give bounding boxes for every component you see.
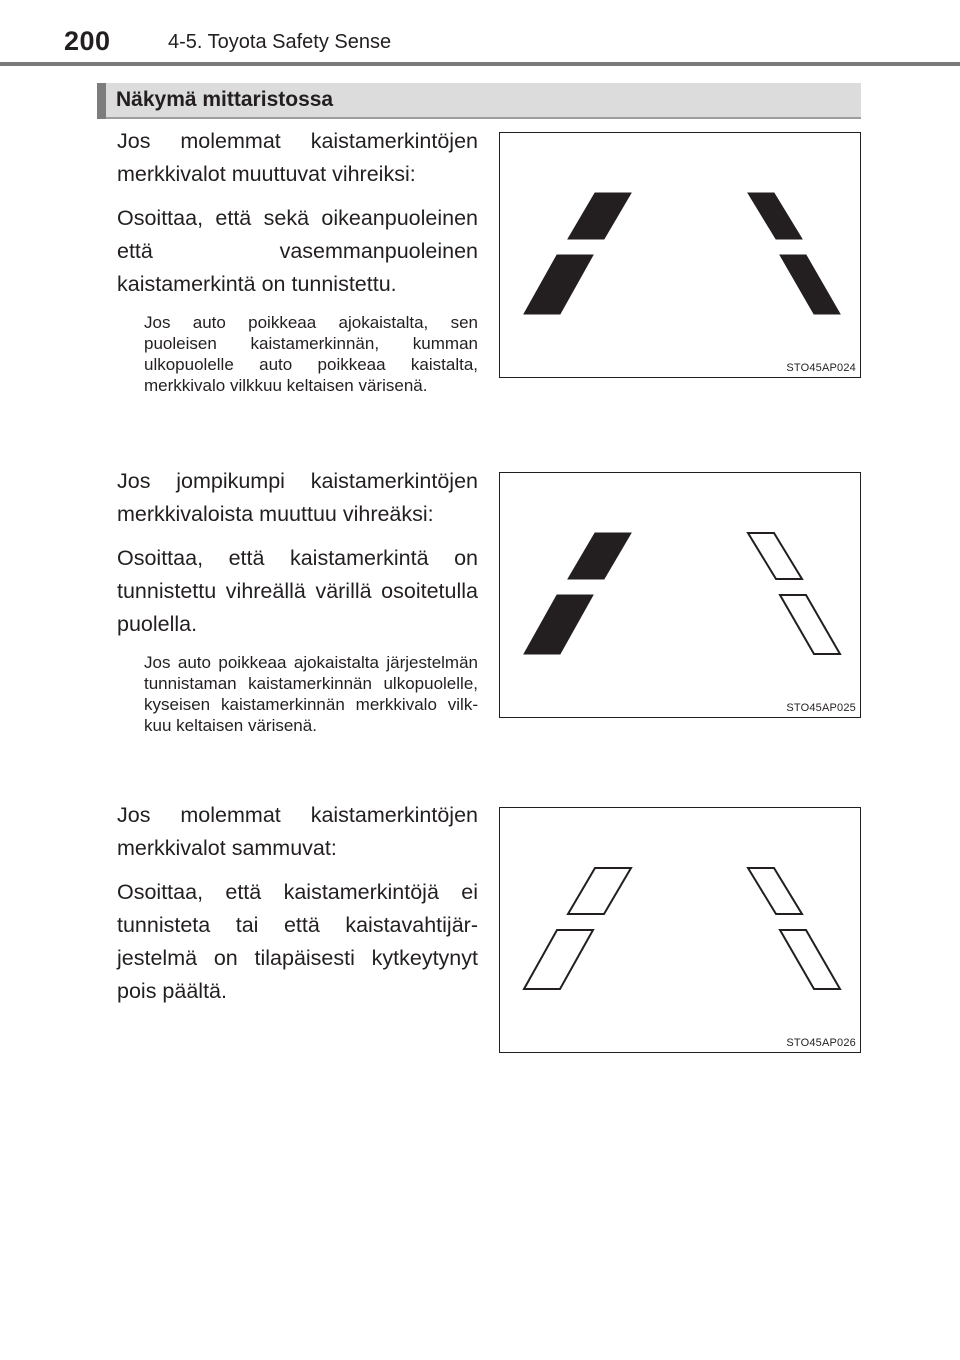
condition-description: Osoittaa, että kaistamerkintä on tunnistettu vihreällä värillä osoitetulla puolella. (117, 546, 478, 636)
text-block-1 (117, 125, 478, 396)
text-block-3 (117, 799, 478, 1019)
right-lane-marking-icon (748, 193, 840, 314)
condition-description: Osoittaa, että sekä oikeanpuoleinen että vasemmanpuoleinen kaistamerkintä on tunnistettu. (117, 206, 478, 296)
condition-heading: Jos molemmat kaistamerkintöjen merkkivalot sammuvat: (117, 803, 478, 860)
lane-indicator-figure-1 (499, 132, 861, 378)
condition-note: Jos auto poikkeaa ajokaistalta, sen puoleisen kaistamerkinnän, kumman ulkopuolelle auto poikkeaa kaistalta, merkkivalo vilkkuu keltaisen värisenä. (144, 313, 478, 395)
lane-segment (748, 533, 802, 579)
left-lane-marking-icon (524, 193, 631, 314)
lane-segment (780, 595, 840, 654)
lane-indicator-figure-2 (499, 472, 861, 718)
figure-code: STO45AP024 (786, 362, 856, 374)
text-block-2 (117, 465, 478, 736)
lane-segment (568, 193, 631, 239)
section-title: Näkymä mittaristossa (116, 88, 334, 111)
running-header: 4-5. Toyota Safety Sense (168, 31, 392, 53)
lane-segment (748, 193, 802, 239)
lane-segment (568, 868, 631, 914)
lane-segment (568, 533, 631, 579)
lane-segment (524, 595, 593, 654)
figure-code: STO45AP025 (786, 702, 856, 714)
section-title-accent (97, 83, 106, 119)
lane-segment (524, 930, 593, 989)
lane-segment (780, 930, 840, 989)
condition-note: Jos auto poikkeaa ajokaistalta järjestelmän tunnistaman kaistamerkinnän ulkopuolelle, kyseisen kaistamerkinnän merkkivalo vilkkuu keltaisen värisenä. (144, 653, 478, 735)
figure-code: STO45AP026 (786, 1037, 856, 1049)
section-title-bar (97, 83, 861, 119)
lane-indicator-figure-3 (499, 807, 861, 1053)
right-lane-marking-icon (748, 533, 840, 654)
lane-markings-diagram (500, 133, 860, 377)
lane-segment (748, 868, 802, 914)
page-number: 200 (64, 26, 111, 56)
condition-heading: Jos jompikumpi kaistamerkintöjen merkkivaloista muuttuu vihreäksi: (117, 469, 478, 526)
lane-markings-diagram (500, 808, 860, 1052)
left-lane-marking-icon (524, 533, 631, 654)
condition-description: Osoittaa, että kaistamerkintöjä ei tunnisteta tai että kaistavahtijärjestelmä on tilapäisesti kytkeytynyt pois päältä. (117, 880, 478, 1003)
lane-segment (780, 255, 840, 314)
header-rule (0, 62, 960, 66)
right-lane-marking-icon (748, 868, 840, 989)
lane-segment (524, 255, 593, 314)
lane-markings-diagram (500, 473, 860, 717)
left-lane-marking-icon (524, 868, 631, 989)
condition-heading: Jos molemmat kaistamerkintöjen merkkivalot muuttuvat vihreiksi: (117, 129, 478, 186)
